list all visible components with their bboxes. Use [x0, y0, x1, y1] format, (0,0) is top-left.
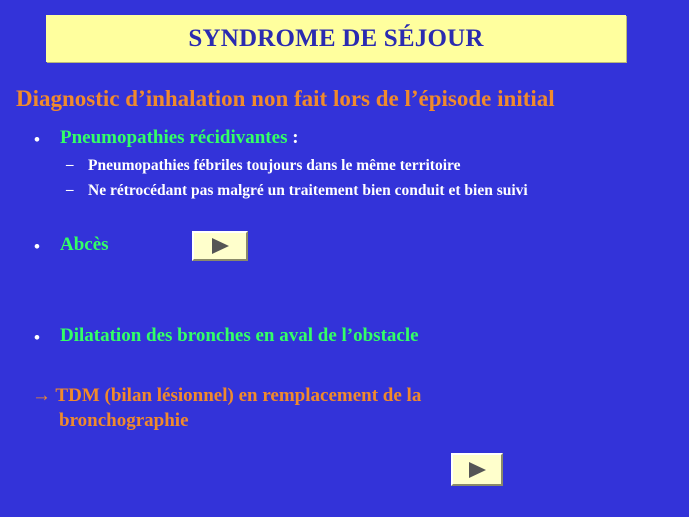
abces-play-button[interactable] — [192, 231, 248, 261]
conclusion-line1: TDM (bilan lésionnel) en remplacement de la — [55, 385, 422, 406]
bullet-marker: • — [34, 237, 40, 256]
subitem-marker: – — [66, 157, 74, 173]
bullet-dilatation: Dilatation des bronches en aval de l’obstacle — [60, 325, 419, 346]
subitem-text: Ne rétrocédant pas malgré un traitement bien conduit et bien suivi — [88, 182, 528, 199]
slide-title: SYNDROME DE SÉJOUR — [188, 24, 484, 52]
bullet-abces: Abcès — [60, 234, 109, 255]
subitem-marker: – — [66, 182, 74, 198]
next-play-button[interactable] — [451, 453, 503, 486]
bullet-pneumopathies — [60, 127, 299, 149]
play-icon — [212, 238, 229, 254]
title-box — [46, 15, 626, 62]
conclusion — [32, 383, 421, 433]
subitem-text: Pneumopathies fébriles toujours dans le même territoire — [88, 157, 461, 174]
slide-subtitle: Diagnostic d’inhalation non fait lors de l’épisode initial — [16, 86, 555, 111]
arrow-right-icon: → — [32, 385, 51, 406]
conclusion-line2: bronchographie — [59, 410, 189, 431]
bullet-suffix: : — [287, 127, 299, 148]
bullet-marker: • — [34, 130, 40, 149]
play-icon — [469, 462, 486, 478]
bullet-marker: • — [34, 328, 40, 347]
bullet-label: Pneumopathies récidivantes — [60, 127, 288, 148]
